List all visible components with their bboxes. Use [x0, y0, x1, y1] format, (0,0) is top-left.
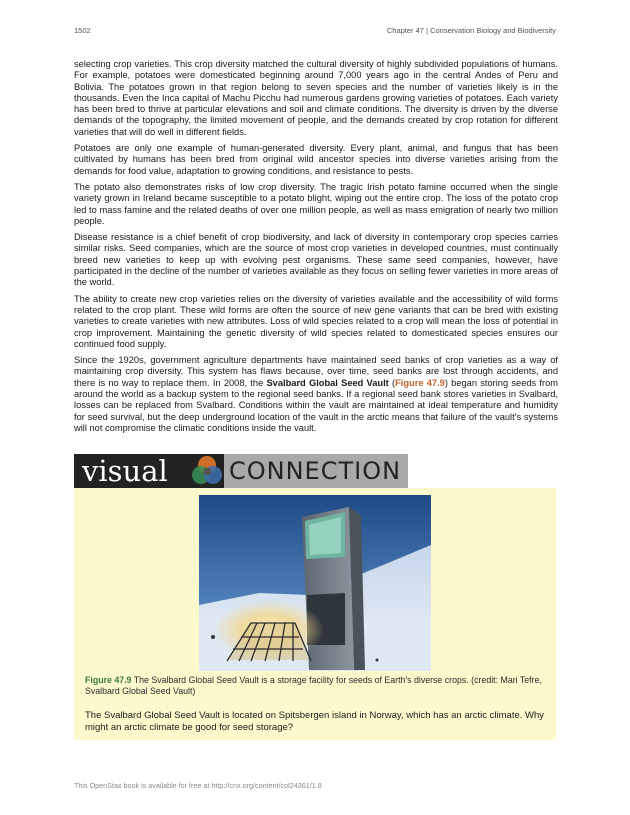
visual-connection-question: The Svalbard Global Seed Vault is located on Spitsbergen island in Norway, which has an arctic climate. Why might an arctic climate be good for seed storage? [85, 710, 545, 733]
page-number: 1502 [74, 26, 91, 35]
paragraph-6-paren: ( [388, 377, 396, 388]
paragraph-1: selecting crop varieties. This crop diversity matched the cultural diversity of highly subdivided populations of humans. For example, potatoes were domesticated beginning around 7,000 years ago in the central Andes of Peru and Bolivia. The potatoes grown in that region belong to seven species and the number of varieties likely is in the thousands. Even the Inca capital of Machu Picchu had numerous gardens growing varieties of potatoes. Each variety has been bred to thrive at particular elevations and soil and climate conditions. The diversity is driven by the diverse demands of the topography, the limited movement of people, and the demands created by crop rotation for different varieties that will do well in different fields. [74, 59, 558, 137]
paragraph-3: The potato also demonstrates risks of low crop diversity. The tragic Irish potato famine occurred when the single variety grown in Ireland became susceptible to a potato blight, wiping out the entire crop. The loss of the potato crop led to mass famine and the related deaths of over one million people, as well as mass emigration of nearly two million people. [74, 181, 558, 226]
caption-text: The Svalbard Global Seed Vault is a storage facility for seeds of Earth's diverse crops. (credit: Mari Tefre, Svalbard Global Seed Vault) [85, 675, 542, 696]
banner-word-visual: visual [82, 454, 168, 488]
svalbard-seed-vault-photo [199, 495, 431, 671]
paragraph-6 [74, 355, 558, 434]
key-term-seed-vault: Svalbard Global Seed Vault [266, 377, 389, 388]
paragraph-5: The ability to create new crop varieties relies on the diversity of varieties available and the accessibility of wild forms related to the crop plant. These wild forms are often the source of new gene variants that can be bred with existing varieties to create varieties with new attributes. Loss of wild species related to a crop will mean the loss of potential in crop improvement. Maintaining the genetic diversity of wild species related to domesticated species ensures our continued food supply. [74, 293, 558, 349]
paragraph-4: Disease resistance is a chief benefit of crop biodiversity, and lack of diversity in contemporary crop species carries similar risks. Seed companies, which are the source of most crop varieties in developed countries, must continually breed new varieties to keep up with evolving pest organisms. These same seed companies, however, have participated in the decline of the number of varieties available as they focus on selling fewer varieties in more areas of the world. [74, 232, 558, 288]
paragraph-2: Potatoes are only one example of human-generated diversity. Every plant, animal, and fungus that has been cultivated by humans has been bred from original wild ancestor species into diverse varieties arising from the demands for food value, adaptation to growing conditions, and resistance to pests. [74, 143, 558, 176]
body-text [74, 59, 558, 439]
figure-caption [85, 675, 547, 697]
visual-connection-banner [74, 454, 408, 488]
paragraph-6-text-b: ) began storing seeds from around the world as a backup system to the regional seed banks. If a regional seed bank stores varieties in Svalbard, losses can be replaced from Svalbard. Conditions within the vault are maintained at ideal temperature and humidity for seed survival, but the deep underground location of the vault in the arctic means that failure of the vault's systems will not compromise the climatic conditions inside the vault. [74, 377, 558, 433]
page-footer: This OpenStax book is available for free at http://cnx.org/content/col24361/1.8 [74, 781, 322, 790]
page-header [74, 26, 556, 38]
chapter-title: Chapter 47 | Conservation Biology and Biodiversity [386, 26, 556, 35]
figure-label: Figure 47.9 [85, 675, 132, 685]
banner-word-connection: CONNECTION [229, 457, 402, 485]
paragraph-6-text-a: Since the 1920s, government agriculture departments have maintained seed banks of crop varieties as a way of maintaining crop diversity. This system has flaws because, over time, seed banks are lost through accidents, and there is no way to replace them. In 2008, the [74, 355, 558, 388]
overlapping-circles-logo-icon [190, 455, 224, 487]
figure-link[interactable]: Figure 47.9 [395, 377, 445, 388]
